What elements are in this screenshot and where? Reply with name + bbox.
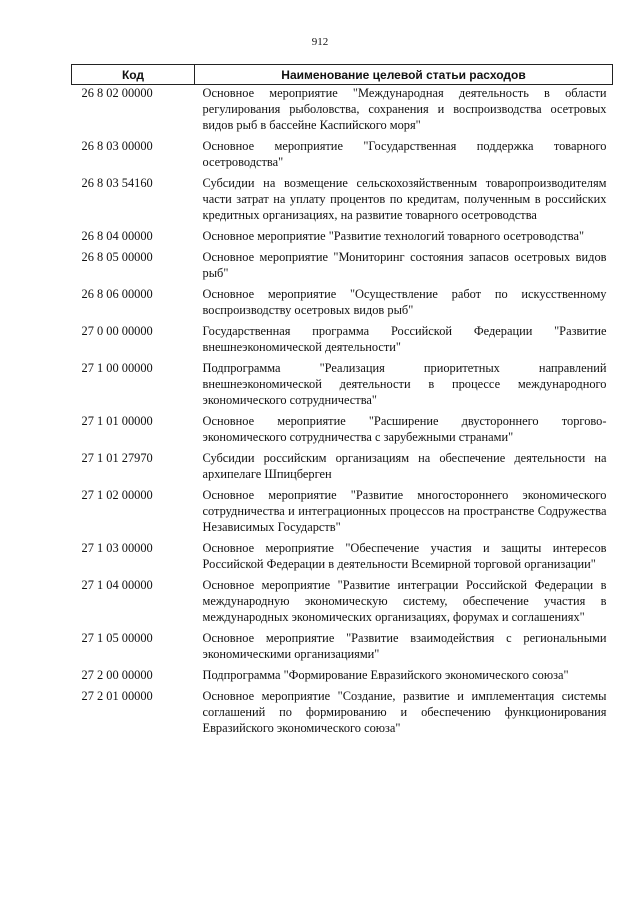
row-name: Основное мероприятие "Обеспечение участия и защиты интересов Российской Федерации в деятельности Всемирной торговой организации" (202, 541, 607, 571)
row-code: 27 1 05 00000 (81, 631, 153, 645)
row-code: 26 8 04 00000 (81, 229, 153, 243)
row-code: 27 1 01 27970 (81, 451, 153, 465)
row-name: Основное мероприятие "Государственная поддержка товарного осетроводства" (202, 139, 607, 169)
row-code: 27 2 01 00000 (81, 689, 153, 703)
table-row (72, 249, 613, 286)
row-name: Субсидии российским организациям на обеспечение деятельности на архипелаге Шпицберген (202, 451, 607, 481)
row-name: Подпрограмма "Формирование Евразийского экономического союза" (202, 668, 569, 682)
row-code: 27 1 02 00000 (81, 488, 153, 502)
row-name: Основное мероприятие "Развитие технологий товарного осетроводства" (202, 229, 585, 243)
table-row (72, 487, 613, 540)
row-code: 27 0 00 00000 (81, 324, 153, 338)
row-code: 26 8 03 00000 (81, 139, 153, 153)
page-number: 912 (311, 36, 329, 48)
row-name: Основное мероприятие "Расширение двустороннего торгово-экономического сотрудничества с зарубежными странами" (202, 414, 607, 444)
table-row (72, 450, 613, 487)
table-row (72, 667, 613, 688)
row-name: Основное мероприятие "Развитие интеграции Российской Федерации в международную экономическую систему, обеспечение участия в международных экономических организациях, форумах и соглашениях" (202, 578, 607, 624)
row-name: Подпрограмма "Реализация приоритетных направлений внешнеэкономической деятельности в процессе международного экономического сотрудничества" (202, 361, 607, 407)
row-code: 26 8 03 54160 (81, 176, 153, 190)
row-code: 27 1 00 00000 (81, 361, 153, 375)
table-row (72, 286, 613, 323)
row-name: Основное мероприятие "Мониторинг состояния запасов осетровых видов рыб" (202, 250, 607, 280)
row-code: 26 8 02 00000 (81, 86, 153, 100)
row-name: Основное мероприятие "Создание, развитие и имплементация системы соглашений по формированию и обеспечению функционирования Евразийского экономического союза" (202, 689, 607, 735)
row-code: 27 2 00 00000 (81, 668, 153, 682)
table-header-row (72, 65, 613, 85)
table-row (72, 85, 613, 139)
row-code: 26 8 06 00000 (81, 287, 153, 301)
row-name: Основное мероприятие "Осуществление работ по искусственному воспроизводству осетровых видов рыб" (202, 287, 607, 317)
table-row (72, 577, 613, 630)
row-name: Субсидии на возмещение сельскохозяйственным товаропроизводителям части затрат на уплату процентов по кредитам, полученным в российских кредитных организациях, на развитие товарного осетроводства (202, 176, 607, 222)
row-name: Государственная программа Российской Федерации "Развитие внешнеэкономической деятельности" (202, 324, 607, 354)
row-name: Основное мероприятие "Развитие взаимодействия с региональными экономическими организациями" (202, 631, 607, 661)
row-code: 27 1 04 00000 (81, 578, 153, 592)
table-row (72, 540, 613, 577)
table-row (72, 175, 613, 228)
row-code: 27 1 01 00000 (81, 414, 153, 428)
row-name: Основное мероприятие "Развитие многостороннего экономического сотрудничества и интеграционных процессов на пространстве Содружества Независимых Государств" (202, 488, 607, 534)
table-row (72, 138, 613, 175)
row-code: 26 8 05 00000 (81, 250, 153, 264)
row-code: 27 1 03 00000 (81, 541, 153, 555)
header-name: Наименование целевой статьи расходов (195, 65, 613, 85)
table-row (72, 630, 613, 667)
table-row (72, 688, 613, 741)
budget-classification-table (71, 64, 613, 741)
table-row (72, 413, 613, 450)
table-row (72, 360, 613, 413)
header-code: Код (72, 65, 195, 85)
table-row (72, 323, 613, 360)
row-name: Основное мероприятие "Международная деятельность в области регулирования рыболовства, сохранения и воспроизводства осетровых видов рыб в бассейне Каспийского моря" (202, 86, 607, 132)
table-row (72, 228, 613, 249)
